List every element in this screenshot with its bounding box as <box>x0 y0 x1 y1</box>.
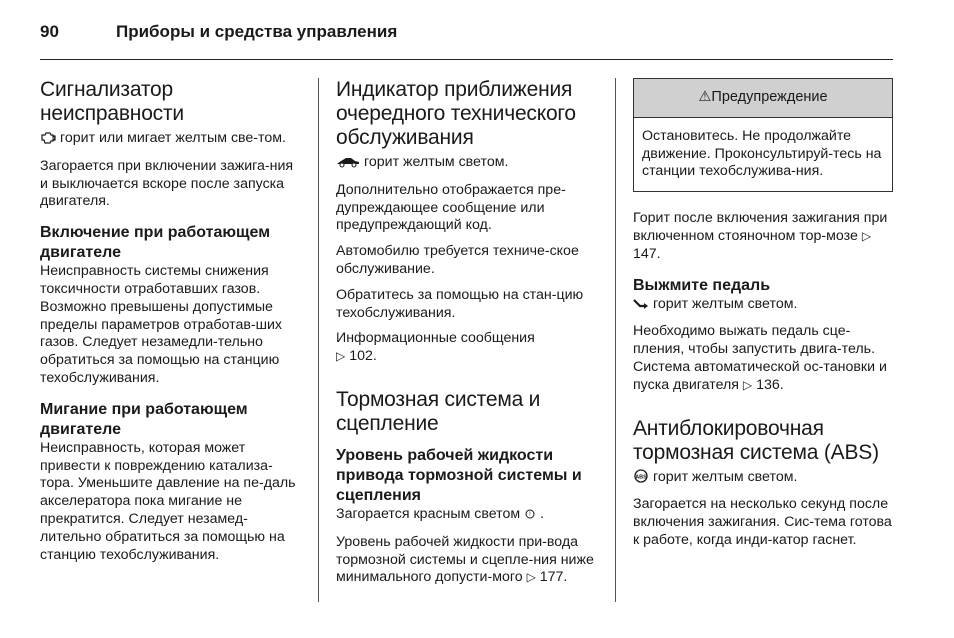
service-p3: Обратитесь за помощью на стан-цию техобслуживания. <box>336 286 584 321</box>
malfunction-p1: Загорается при включении зажига-ния и выключается вскоре после запуска двигателя. <box>40 157 294 210</box>
page-ref-arrow-icon: ▷ <box>861 228 872 243</box>
subheading-engine-running: Включение при работающем двигателе <box>40 224 271 262</box>
flashing-text: Неисправность, которая может привести к повреждению катализа-тора. Уменьшите давление на пе-даль акселератора пока мигание не прекратится. Следует незамед-лительно обратиться за помощью на станцию техобслуживания. <box>40 439 296 563</box>
column-divider-1 <box>318 78 319 602</box>
svg-text:ABS: ABS <box>635 474 647 481</box>
parking-brake-text: Горит после включения зажигания при включенном стояночном тор-мозе ▷ 147. <box>633 210 888 262</box>
fluid-text: Уровень рабочей жидкости при-вода тормозной системы и сцепле-ния ниже минимального допусти-мого ▷ 177. <box>336 533 594 586</box>
abs-intro: ABS горит желтым светом. <box>633 469 893 489</box>
warning-box <box>633 78 893 192</box>
subheading-fluid-level: Уровень рабочей жидкости привода тормозной системы и сцепления <box>336 446 582 504</box>
chapter-title: Приборы и средства управления <box>116 22 398 41</box>
engine-running-text: Неисправность системы снижения токсичности отработавших газов. Возможно превышены допустимые пределы параметров отработав-ших газов. Следует незамедли-тельно обратиться за помощью на станцию техобслуживания. <box>40 263 283 386</box>
section-title-brakes: Тормозная система и сцепление <box>336 387 541 435</box>
subheading-press-pedal: Выжмите педаль <box>633 276 771 294</box>
warning-body: Остановитесь. Не продолжайте движение. Проконсультируй-тесь на станции техобслужива-ния. <box>642 127 882 180</box>
malfunction-intro: горит или мигает желтым све-том. <box>40 130 302 150</box>
clutch-pedal-icon <box>633 298 649 316</box>
section-title-malfunction: Сигнализатор неисправности <box>40 78 184 125</box>
column-service <box>336 78 602 595</box>
page-ref-arrow-icon: ▷ <box>526 570 536 585</box>
column-malfunction <box>40 78 302 572</box>
abs-text: Загорается на несколько секунд после включения зажигания. Сис-тема готова к работе, когда инди-катор гаснет. <box>633 496 892 548</box>
header-divider <box>40 59 893 60</box>
subheading-flashing: Мигание при работающем двигателе <box>40 400 248 438</box>
service-p1: Дополнительно отображается пре-дупреждающее сообщение или предупреждающий код. <box>336 181 566 234</box>
column-warning <box>633 78 893 558</box>
service-car-icon <box>336 156 360 174</box>
column-divider-2 <box>615 78 616 602</box>
warning-triangle-icon: ⚠ <box>698 89 712 105</box>
page-number: 90 <box>40 22 59 41</box>
page-ref-arrow-icon: ▷ <box>742 377 753 392</box>
page-header <box>40 22 397 42</box>
abs-icon <box>633 469 649 489</box>
fluid-intro: Загорается красным светом ! . <box>336 506 602 526</box>
warning-header: ⚠Предупреждение <box>634 79 892 118</box>
svg-text:!: ! <box>529 511 531 518</box>
press-pedal-intro: горит желтым светом. <box>633 296 893 316</box>
engine-check-icon <box>40 131 56 150</box>
section-title-service: Индикатор приближения очередного технического обслуживания <box>336 78 576 149</box>
service-p4: Информационные сообщения ▷ 102. <box>336 330 535 365</box>
brake-warning-icon <box>524 508 536 526</box>
section-title-abs: Антиблокировочная тормозная система (ABS) <box>633 416 879 464</box>
service-p2: Автомобилю требуется техниче-ское обслуживание. <box>336 243 579 277</box>
press-pedal-text: Необходимо выжать педаль сце-пления, чтобы запустить двига-тель. Система автоматической ос-тановки и пуска двигателя ▷ 136. <box>633 323 887 393</box>
page-ref-arrow-icon: ▷ <box>336 349 346 364</box>
service-intro: горит желтым светом. <box>336 154 602 174</box>
